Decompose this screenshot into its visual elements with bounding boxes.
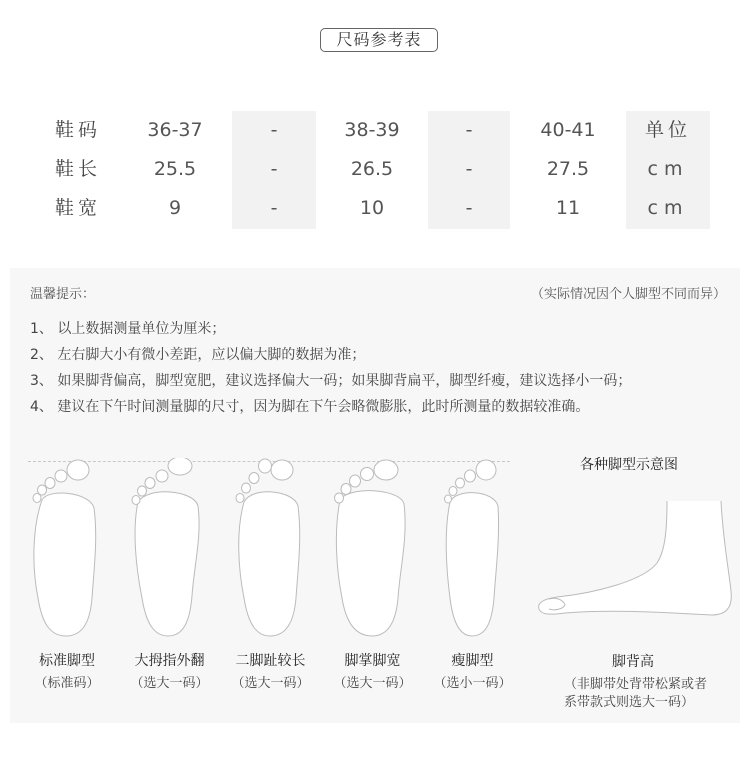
table-cell: -: [465, 158, 473, 180]
tip-item: 1、 以上数据测量单位为厘米；: [30, 321, 226, 337]
table-cell: 26.5: [350, 158, 394, 180]
instep-label: 脚背高: [612, 654, 654, 670]
table-cell: 25.5: [153, 158, 197, 180]
tip-item: 3、 如果脚背偏高，脚型宽肥，建议选择偏大一码；如果脚背扁平，脚型纤瘦，建议选择小一码；: [30, 373, 632, 389]
tips-title: 温馨提示：: [30, 287, 96, 302]
foot-type-advice: （选大一码）: [333, 676, 412, 691]
high-instep-foot-icon: [535, 501, 735, 625]
wide-foot-icon: [332, 458, 412, 638]
row-label-width: 鞋宽: [54, 197, 101, 219]
table-cell: -: [465, 197, 473, 219]
table-cell: 40-41: [540, 119, 596, 141]
tip-item: 2、 左右脚大小有微小差距，应以偏大脚的数据为准；: [30, 347, 366, 363]
foot-type-advice: （选小一码）: [433, 676, 512, 691]
tips-panel: [10, 268, 740, 723]
foot-type-label: 大拇指外翻: [134, 653, 205, 669]
instep-advice-line2: 系带款式则选大一码）: [564, 695, 695, 710]
foot-type-advice: （选大一码）: [130, 676, 209, 691]
table-cell: -: [270, 158, 278, 180]
foot-type-advice: （选大一码）: [231, 676, 310, 691]
narrow-foot-icon: [438, 458, 508, 638]
standard-foot-icon: [28, 458, 104, 638]
table-cell: 9: [168, 197, 182, 219]
long-second-toe-foot-icon: [232, 458, 308, 638]
table-cell: -: [465, 119, 473, 141]
diagram-title: 各种脚型示意图: [580, 457, 678, 473]
table-cell: 11: [555, 197, 581, 219]
row-label-size: 鞋码: [54, 119, 101, 141]
column-size-36-37: [120, 111, 230, 229]
table-cell: 36-37: [147, 119, 203, 141]
instep-advice-line1: （非脚带处背带松紧或者: [564, 677, 708, 692]
table-cell: 38-39: [344, 119, 400, 141]
foot-type-advice: （标准码）: [34, 676, 100, 691]
table-cell: cm: [647, 158, 689, 180]
foot-type-label: 瘦脚型: [451, 653, 494, 669]
table-cell: 27.5: [546, 158, 590, 180]
column-size-38-39: [316, 111, 428, 229]
row-label-length: 鞋长: [54, 158, 101, 180]
column-size-40-41: [510, 111, 626, 229]
tips-note: （实际情况因个人脚型不同而异）: [530, 287, 726, 302]
page-title: 尺码参考表: [320, 28, 438, 52]
foot-type-label: 脚掌脚宽: [344, 653, 401, 669]
foot-type-label: 标准脚型: [39, 653, 95, 669]
column-separator-1: [232, 111, 316, 229]
tip-item: 4、 建议在下午时间测量脚的尺寸，因为脚在下午会略微膨胀，此时所测量的数据较准确。: [30, 399, 590, 415]
column-unit: [626, 111, 710, 229]
table-cell: -: [270, 119, 278, 141]
table-cell: -: [270, 197, 278, 219]
column-label: [36, 111, 120, 229]
column-separator-2: [428, 111, 510, 229]
size-table: [36, 111, 710, 229]
table-cell: 单位: [644, 119, 691, 141]
table-cell: cm: [647, 197, 689, 219]
foot-type-label: 二脚趾较长: [235, 653, 306, 669]
table-cell: 10: [359, 197, 385, 219]
bunion-foot-icon: [128, 458, 208, 638]
